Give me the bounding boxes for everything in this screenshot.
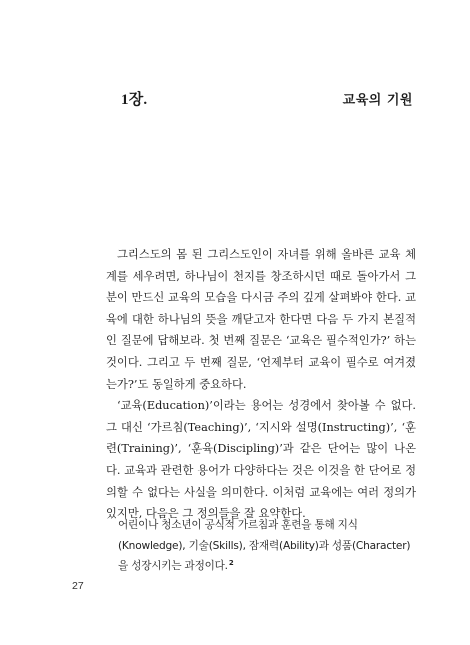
paragraph-1: 그리스도의 몸 된 그리스도인이 자녀를 위해 올바른 교육 체계를 세우려면, 하나님이 천지를 창조하시던 때로 돌아가서 그분이 만드신 교육의 모습을 다시금 주의 깊게 살펴봐야 한다. 교육에 대한 하나님의 뜻을 깨닫고자 한다면 다음 두 가지 본질적인 질문에 답해보라. 첫 번째 질문은 ‘교육은 필수적인가?’ 하는 것이다. 그리고 두 번째 질문, ‘언제부터 교육이 필수로 여겨졌는가?’도 동일하게 중요하다. [106,248,416,391]
body-text [106,244,416,525]
footnote-marker[interactable]: 2 [228,559,234,567]
definition-quote [118,515,418,577]
page-number: 27 [72,580,84,592]
chapter-title: 교육의 기원 [342,93,413,108]
chapter-number: 1장. [121,92,148,108]
paragraph-2: ‘교육(Education)’이라는 용어는 성경에서 찾아볼 수 없다. 그 대신 ‘가르침(Teaching)’, ‘지시와 설명(Instructing)’, ‘훈련(Training)’, ‘훈육(Discipling)’과 같은 단어는 많이 나온다. 교육과 관련한 용어가 다양하다는 것은 이것을 한 단어로 정의할 수 없다는 사실을 의미한다. 이처럼 교육에는 여러 정의가 있지만, 다음은 그 정의들을 잘 요약한다. [106,399,416,521]
definition-text: 어린이나 청소년이 공식적 가르침과 훈련을 통해 지식(Knowledge), 기술(Skills), 잠재력(Ability)과 성품(Character)을 성장시키는 과정이다. [118,519,411,572]
